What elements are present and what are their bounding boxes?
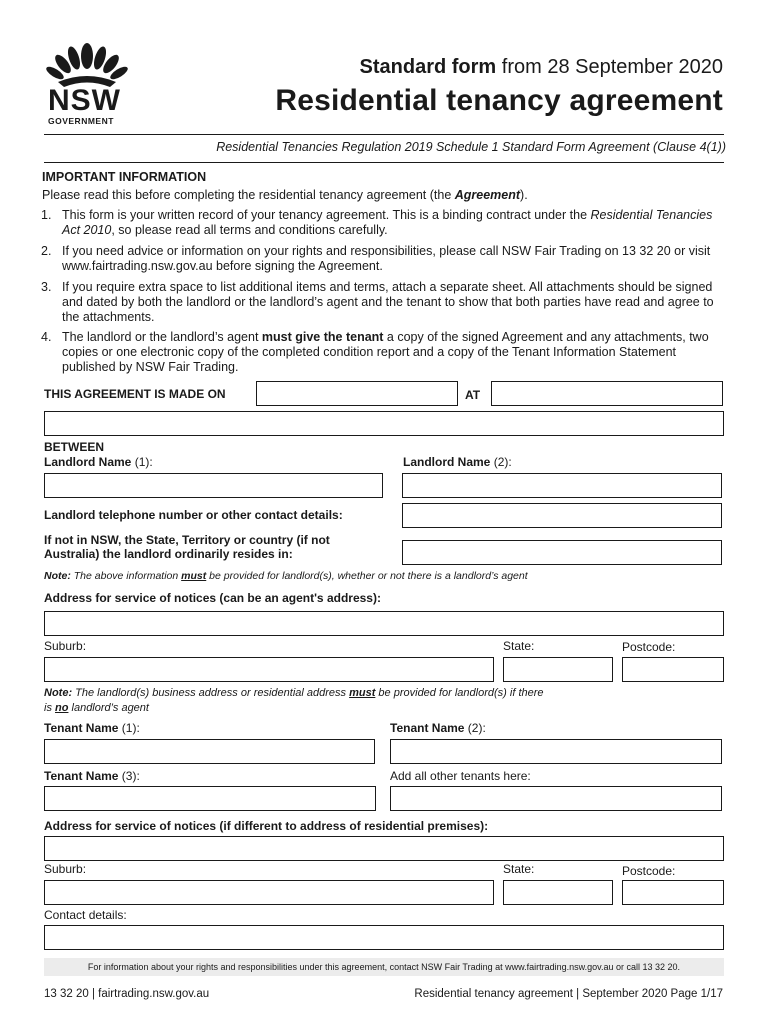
service-suburb-label: Suburb: [44, 639, 87, 653]
tenant-name-2-field[interactable] [390, 739, 722, 764]
tenant-service-address-heading: Address for service of notices (if different to address of residential premises): [44, 819, 489, 833]
agreement-at-label: AT [465, 388, 481, 402]
landlord-residence-field[interactable] [402, 540, 722, 565]
footer-info-band: For information about your rights and responsibilities under this agreement, contact NSW Fair Trading at www.fairtrading.nsw.gov.au or call 13 32 20. [44, 958, 724, 976]
waratah-icon [44, 42, 130, 88]
tenant-postcode-label: Postcode: [622, 864, 676, 878]
agreement-location-field[interactable] [491, 381, 723, 406]
landlord-name-2-label: Landlord Name (2): [403, 455, 512, 469]
logo-subtext: GOVERNMENT [48, 116, 114, 126]
service-state-label: State: [503, 639, 535, 653]
landlord-name-1-label: Landlord Name (1): [44, 455, 153, 469]
tenant-state-field[interactable] [503, 880, 613, 905]
tenant-state-label: State: [503, 862, 535, 876]
tenant-name-3-field[interactable] [44, 786, 376, 811]
info-item: 4. The landlord or the landlord’s agent must give the tenant a copy of the signed Agreement and any attachments, two copies or one electronic copy of the completed condition report and a copy of the Tenant Information Statement published by NSW Fair Trading. [41, 330, 709, 374]
service-address-note: Note: The landlord(s) business address or residential address must be provided for landlord(s) if there is no landlord’s agent [44, 687, 544, 714]
info-item: 3. If you require extra space to list additional items and terms, attach a separate sheet. All attachments should be signed and dated by both the landlord or the landlord’s agent and the tenant to show that both parties have read and agree to the attachments. [41, 280, 714, 324]
tenant-suburb-field[interactable] [44, 880, 494, 905]
form-subtitle: Standard form from 28 September 2020 [359, 56, 723, 78]
contact-details-field[interactable] [44, 925, 724, 950]
landlord-info-note: Note: The above information must be provided for landlord(s), whether or not there is a landlord’s agent [44, 570, 528, 582]
logo-wordmark: NSW [48, 84, 121, 117]
regulation-divider [44, 162, 724, 163]
landlord-phone-field[interactable] [402, 503, 722, 528]
tenant-name-1-field[interactable] [44, 739, 375, 764]
header-divider [44, 134, 724, 135]
service-suburb-field[interactable] [44, 657, 494, 682]
footer-page-info: Residential tenancy agreement | September 2020 Page 1/17 [414, 988, 723, 1000]
tenant-service-address-field[interactable] [44, 836, 724, 861]
tenant-name-2-label: Tenant Name (2): [390, 721, 486, 735]
service-address-heading: Address for service of notices (can be an agent's address): [44, 591, 381, 605]
landlord-name-1-field[interactable] [44, 473, 383, 498]
nsw-logo [44, 42, 130, 128]
agreement-made-on-label: THIS AGREEMENT IS MADE ON [44, 387, 226, 401]
agreement-date-field[interactable] [256, 381, 458, 406]
landlord-name-2-field[interactable] [402, 473, 722, 498]
page-title: Residential tenancy agreement [275, 84, 723, 117]
tenant-postcode-field[interactable] [622, 880, 724, 905]
service-state-field[interactable] [503, 657, 613, 682]
landlord-residence-label: If not in NSW, the State, Territory or country (if not Australia) the landlord ordinarily resides in: [44, 533, 330, 561]
info-item: 1. This form is your written record of your tenancy agreement. This is a binding contract under the Residential Tenancies Act 2010, so please read all terms and conditions carefully. [41, 208, 713, 237]
tenant-suburb-label: Suburb: [44, 862, 87, 876]
service-address-field[interactable] [44, 611, 724, 636]
landlord-phone-label: Landlord telephone number or other contact details: [44, 508, 343, 522]
contact-details-label: Contact details: [44, 908, 127, 922]
info-item: 2. If you need advice or information on your rights and responsibilities, please call NSW Fair Trading on 13 32 20 or visit www.fairtrading.nsw.gov.au before signing the Agreement. [41, 244, 711, 273]
other-tenants-field[interactable] [390, 786, 722, 811]
tenant-name-1-label: Tenant Name (1): [44, 721, 140, 735]
important-info-intro: Please read this before completing the residential tenancy agreement (the Agreement). [42, 188, 528, 202]
footer-contact: 13 32 20 | fairtrading.nsw.gov.au [44, 988, 210, 1000]
regulation-reference: Residential Tenancies Regulation 2019 Schedule 1 Standard Form Agreement (Clause 4(1)) [216, 140, 726, 154]
important-info-heading: IMPORTANT INFORMATION [42, 170, 207, 184]
other-tenants-label: Add all other tenants here: [390, 769, 531, 783]
between-label: BETWEEN [44, 440, 104, 454]
service-postcode-label: Postcode: [622, 640, 676, 654]
agreement-location-field-2[interactable] [44, 411, 724, 436]
tenant-name-3-label: Tenant Name (3): [44, 769, 140, 783]
service-postcode-field[interactable] [622, 657, 724, 682]
